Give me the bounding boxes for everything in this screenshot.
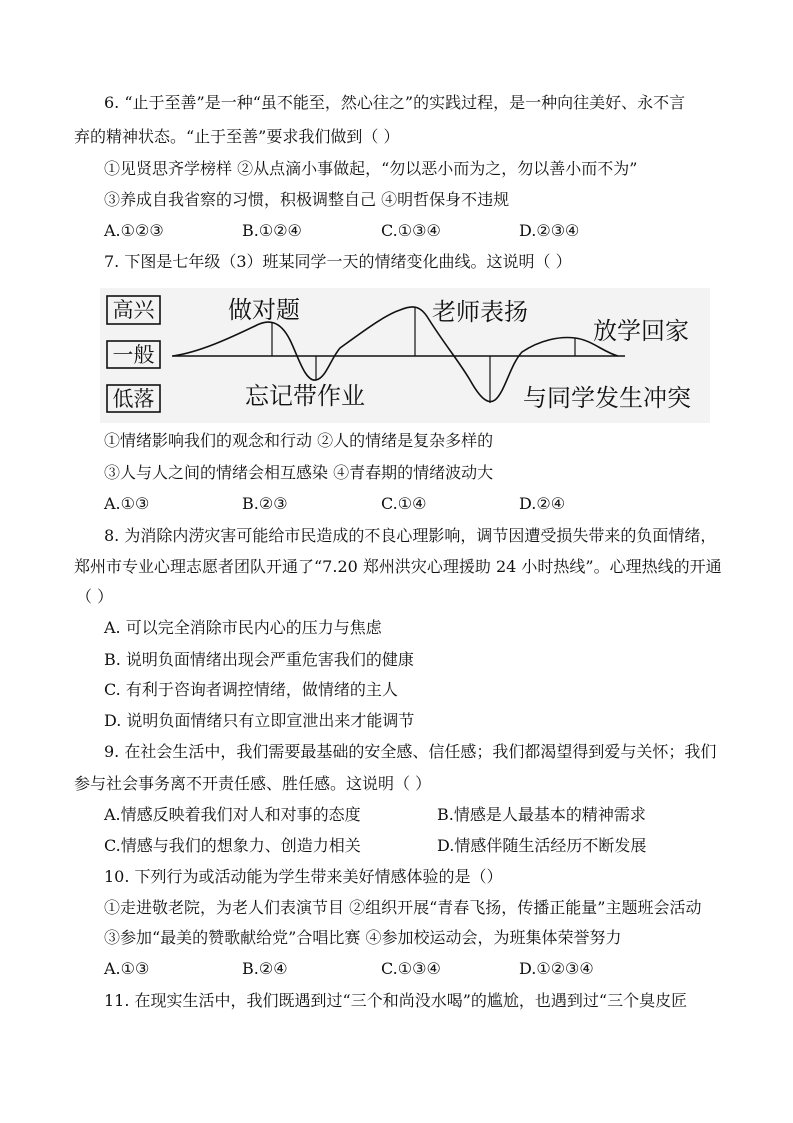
q10-option-d: D.①②③④	[519, 959, 594, 978]
q10-option-b: B.②④	[242, 959, 288, 978]
q6-stem-line-2: 弃的精神状态。“止于至善”要求我们做到（ ）	[74, 127, 400, 146]
q9-option-d: D.情感伴随生活经历不断发展	[437, 836, 647, 855]
q9-option-a: A.情感反映着我们对人和对事的态度	[104, 805, 361, 824]
q9-option-b: B.情感是人最基本的精神需求	[437, 805, 646, 824]
q7-statements-line-1: ①情绪影响我们的观念和行动 ②人的情绪是复杂多样的	[104, 431, 494, 450]
q6-option-a: A.①②③	[104, 221, 164, 240]
level-label-normal: 一般	[112, 343, 155, 367]
q11-stem: 11. 在现实生活中，我们既遇到过“三个和尚没水喝”的尴尬，也遇到过“三个臭皮匠	[104, 991, 688, 1010]
q6-statements-line-2: ③养成自我省察的习惯，积极调整自己 ④明哲保身不违规	[104, 190, 510, 209]
q9-option-c: C.情感与我们的想象力、创造力相关	[104, 836, 361, 855]
level-label-low: 低落	[112, 387, 155, 411]
q10-option-c: C.①③④	[381, 959, 441, 978]
q8-option-a: A. 可以完全消除市民内心的压力与焦虑	[104, 618, 382, 637]
emotion-curve-figure	[100, 288, 710, 423]
event-label-correct-answer: 做对题	[228, 296, 300, 324]
event-label-conflict: 与同学发生冲突	[523, 384, 691, 412]
q9-stem-line-2: 参与社会事务离不开责任感、胜任感。这说明（ ）	[74, 774, 432, 793]
q8-option-d: D. 说明负面情绪只有立即宣泄出来才能调节	[104, 711, 415, 730]
event-label-teacher-praise: 老师表扬	[432, 298, 528, 326]
q7-option-a: A.①③	[104, 494, 150, 513]
q8-option-c: C. 有利于咨询者调控情绪，做情绪的主人	[104, 680, 398, 699]
q10-statements-line-2: ③参加“最美的赞歌献给党”合唱比赛 ④参加校运动会，为班集体荣誉努力	[104, 928, 622, 947]
q9-stem-line-1: 9. 在社会生活中，我们需要最基础的安全感、信任感；我们都渴望得到爱与关怀；我们	[104, 742, 717, 761]
event-label-going-home: 放学回家	[593, 317, 689, 345]
q6-option-c: C.①③④	[381, 221, 441, 240]
q7-statements-line-2: ③人与人之间的情绪会相互感染 ④青春期的情绪波动大	[104, 463, 494, 482]
q10-option-a: A.①③	[104, 959, 150, 978]
q6-stem-line-1: 6. “止于至善”是一种“虽不能至，然心往之”的实践过程，是一种向往美好、永不言	[104, 93, 686, 112]
q7-stem: 7. 下图是七年级（3）班某同学一天的情绪变化曲线。这说明（ ）	[104, 252, 572, 271]
q8-stem-line-1: 8. 为消除内涝灾害可能给市民造成的不良心理影响，调节因遭受损失带来的负面情绪，	[104, 526, 717, 545]
q6-option-d: D.②③④	[519, 221, 580, 240]
q6-statements-line-1: ①见贤思齐学榜样 ②从点滴小事做起，“勿以恶小而为之，勿以善小而不为”	[104, 159, 638, 178]
q10-stem: 10. 下列行为或活动能为学生带来美好情感体验的是（）	[104, 867, 503, 886]
q7-option-c: C.①④	[381, 494, 427, 513]
q8-option-b: B. 说明负面情绪出现会严重危害我们的健康	[104, 650, 414, 669]
q7-option-b: B.②③	[242, 494, 288, 513]
event-label-forgot-homework: 忘记带作业	[245, 382, 365, 410]
q7-option-d: D.②④	[519, 494, 566, 513]
level-label-happy: 高兴	[112, 298, 155, 322]
q10-statements-line-1: ①走进敬老院，为老人们表演节目 ②组织开展“青春飞扬，传播正能量”主题班会活动	[104, 898, 702, 917]
q6-option-b: B.①②④	[242, 221, 302, 240]
q8-stem-line-2: 郑州市专业心理志愿者团队开通了“7.20 郑州洪灾心理援助 24 小时热线”。心理热线的开通	[74, 557, 722, 576]
q8-answer-bracket: （ ）	[76, 587, 114, 606]
